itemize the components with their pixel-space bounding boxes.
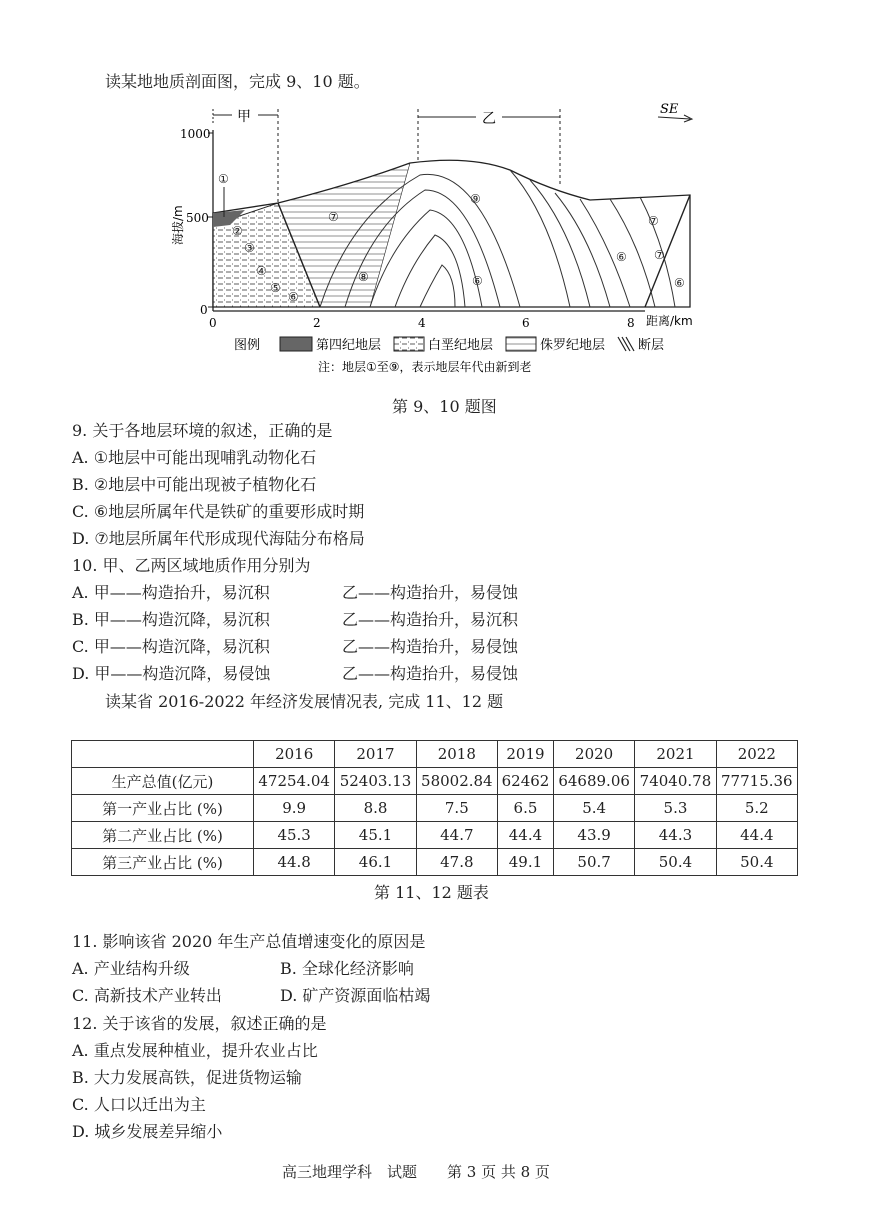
- table-cell: 5.2: [716, 795, 797, 822]
- label-yi: 乙: [482, 111, 496, 127]
- legend-item: 侏罗纪地层: [540, 338, 606, 353]
- table-cell: 44.4: [497, 822, 553, 849]
- layer-label: ①: [218, 172, 229, 186]
- layer-label: ⑦: [648, 214, 659, 228]
- q10-option-b-jia[interactable]: B. 甲——构造沉降，易沉积: [72, 610, 270, 629]
- legend-title: 图例: [234, 338, 261, 353]
- q9-option-d[interactable]: D. ⑦地层所属年代形成现代海陆分布格局: [72, 529, 365, 548]
- layer-label: ④: [256, 264, 267, 278]
- x-tick-2: 2: [313, 316, 321, 330]
- q10-option-d-jia[interactable]: D. 甲——构造沉降，易侵蚀: [72, 664, 271, 683]
- q12-option-b[interactable]: B. 大力发展高铁，促进货物运输: [72, 1068, 302, 1087]
- table-cell: 7.5: [416, 795, 497, 822]
- table-cell: 77715.36: [716, 768, 797, 795]
- table-cell: 5.4: [553, 795, 634, 822]
- table-cell: 62462: [497, 768, 553, 795]
- table-caption: 第 11、12 题表: [374, 883, 489, 902]
- layer-label: ⑤: [270, 281, 281, 295]
- layer-label: ②: [232, 224, 243, 238]
- table-cell: 52403.13: [335, 768, 416, 795]
- table-cell: 46.1: [335, 849, 416, 876]
- q10-option-a-jia[interactable]: A. 甲——构造抬升，易沉积: [72, 583, 270, 602]
- legend-swatch-quaternary: [280, 337, 312, 351]
- q12-option-d[interactable]: D. 城乡发展差异缩小: [72, 1122, 223, 1141]
- table-row: [72, 822, 798, 849]
- table-cell: 44.8: [254, 849, 335, 876]
- table-cell: 50.4: [635, 849, 716, 876]
- y-axis-label: 海拔/m: [171, 205, 185, 245]
- x-tick-8: 8: [627, 316, 635, 330]
- table-cell: 49.1: [497, 849, 553, 876]
- table-cell: 9.9: [254, 795, 335, 822]
- q11-stem: 11. 影响该省 2020 年生产总值增速变化的原因是: [72, 932, 426, 951]
- figure-caption: 第 9、10 题图: [392, 397, 497, 416]
- table-row: [72, 795, 798, 822]
- legend-swatch-cretaceous: [394, 337, 424, 351]
- q10-option-c-jia[interactable]: C. 甲——构造沉降，易沉积: [72, 637, 270, 656]
- table-cell: 47.8: [416, 849, 497, 876]
- layer-label: ⑧: [358, 270, 369, 284]
- geologic-section-figure: [170, 95, 730, 385]
- x-tick-0: 0: [209, 316, 217, 330]
- economy-table: [71, 740, 798, 876]
- layer-label: ③: [244, 241, 255, 255]
- intro-11-12: 读某省 2016-2022 年经济发展情况表, 完成 11、12 题: [105, 692, 504, 711]
- table-cell: 44.7: [416, 822, 497, 849]
- y-tick-1000: 1000: [180, 127, 211, 141]
- q11-option-d[interactable]: D. 矿产资源面临枯竭: [280, 986, 431, 1005]
- q10-stem: 10. 甲、乙两区域地质作用分别为: [72, 556, 311, 575]
- table-cell: 64689.06: [553, 768, 634, 795]
- q9-stem: 9. 关于各地层环境的叙述，正确的是: [72, 421, 333, 440]
- table-header-cell: 2022: [716, 741, 797, 768]
- intro-9-10: 读某地地质剖面图，完成 9、10 题。: [105, 72, 370, 91]
- q10-option-b-yi: 乙——构造抬升，易沉积: [342, 610, 519, 629]
- table-header-cell: 2017: [335, 741, 416, 768]
- table-cell: 6.5: [497, 795, 553, 822]
- table-cell: 74040.78: [635, 768, 716, 795]
- table-cell: 44.4: [716, 822, 797, 849]
- table-cell: 8.8: [335, 795, 416, 822]
- q10-option-c-yi: 乙——构造抬升，易侵蚀: [342, 637, 519, 656]
- layer-label: ⑥: [674, 276, 685, 290]
- q10-option-a-yi: 乙——构造抬升，易侵蚀: [342, 583, 519, 602]
- figure-note: 注：地层①至⑨，表示地层年代由新到老: [318, 360, 532, 374]
- q9-option-b[interactable]: B. ②地层中可能出现被子植物化石: [72, 475, 317, 494]
- table-header-cell: [72, 741, 254, 768]
- q12-option-a[interactable]: A. 重点发展种植业，提升农业占比: [72, 1041, 318, 1060]
- q11-option-c[interactable]: C. 高新技术产业转出: [72, 986, 222, 1005]
- y-tick-500: 500: [186, 211, 209, 225]
- table-cell: 44.3: [635, 822, 716, 849]
- q11-option-a[interactable]: A. 产业结构升级: [72, 959, 190, 978]
- table-cell: 5.3: [635, 795, 716, 822]
- layer-label: ⑦: [654, 248, 665, 262]
- table-header-cell: 2021: [635, 741, 716, 768]
- table-cell: 43.9: [553, 822, 634, 849]
- x-axis-label: 距离/km: [646, 314, 693, 328]
- table-cell: 50.7: [553, 849, 634, 876]
- table-cell: 45.1: [335, 822, 416, 849]
- table-cell: 生产总值(亿元): [72, 768, 254, 795]
- table-cell: 第二产业占比 (%): [72, 822, 254, 849]
- page-footer: 高三地理学科 试题 第 3 页 共 8 页: [282, 1163, 550, 1181]
- x-tick-4: 4: [418, 316, 426, 330]
- table-row: [72, 768, 798, 795]
- table-cell: 45.3: [254, 822, 335, 849]
- table-cell: 第三产业占比 (%): [72, 849, 254, 876]
- table-cell: 第一产业占比 (%): [72, 795, 254, 822]
- label-jia: 甲: [237, 109, 251, 125]
- table-cell: 50.4: [716, 849, 797, 876]
- q9-option-c[interactable]: C. ⑥地层所属年代是铁矿的重要形成时期: [72, 502, 365, 521]
- y-tick-0: 0: [200, 303, 208, 317]
- q9-option-a[interactable]: A. ①地层中可能出现哺乳动物化石: [72, 448, 317, 467]
- legend-item: 第四纪地层: [316, 338, 382, 353]
- table-row: [72, 849, 798, 876]
- legend-swatch-jurassic: [506, 337, 536, 351]
- direction-label: SE: [660, 102, 679, 117]
- table-header-cell: 2018: [416, 741, 497, 768]
- layer-label: ⑥: [288, 290, 299, 304]
- layer-label: ⑥: [472, 274, 483, 288]
- table-header-cell: 2016: [254, 741, 335, 768]
- table-header-cell: 2019: [497, 741, 553, 768]
- legend-item: 白垩纪地层: [428, 338, 494, 353]
- layer-label: ⑥: [616, 250, 627, 264]
- table-cell: 58002.84: [416, 768, 497, 795]
- q11-option-b[interactable]: B. 全球化经济影响: [280, 959, 414, 978]
- table-cell: 47254.04: [254, 768, 335, 795]
- x-tick-6: 6: [522, 316, 530, 330]
- table-header-cell: 2020: [553, 741, 634, 768]
- layer-label: ⑦: [328, 210, 339, 224]
- q10-option-d-yi: 乙——构造抬升，易侵蚀: [342, 664, 519, 683]
- legend-item: 断层: [638, 338, 665, 353]
- q12-stem: 12. 关于该省的发展，叙述正确的是: [72, 1014, 327, 1033]
- table-header-row: [72, 741, 798, 768]
- layer-label: ⑨: [470, 192, 481, 206]
- fault-icon: [618, 337, 634, 351]
- q12-option-c[interactable]: C. 人口以迁出为主: [72, 1095, 206, 1114]
